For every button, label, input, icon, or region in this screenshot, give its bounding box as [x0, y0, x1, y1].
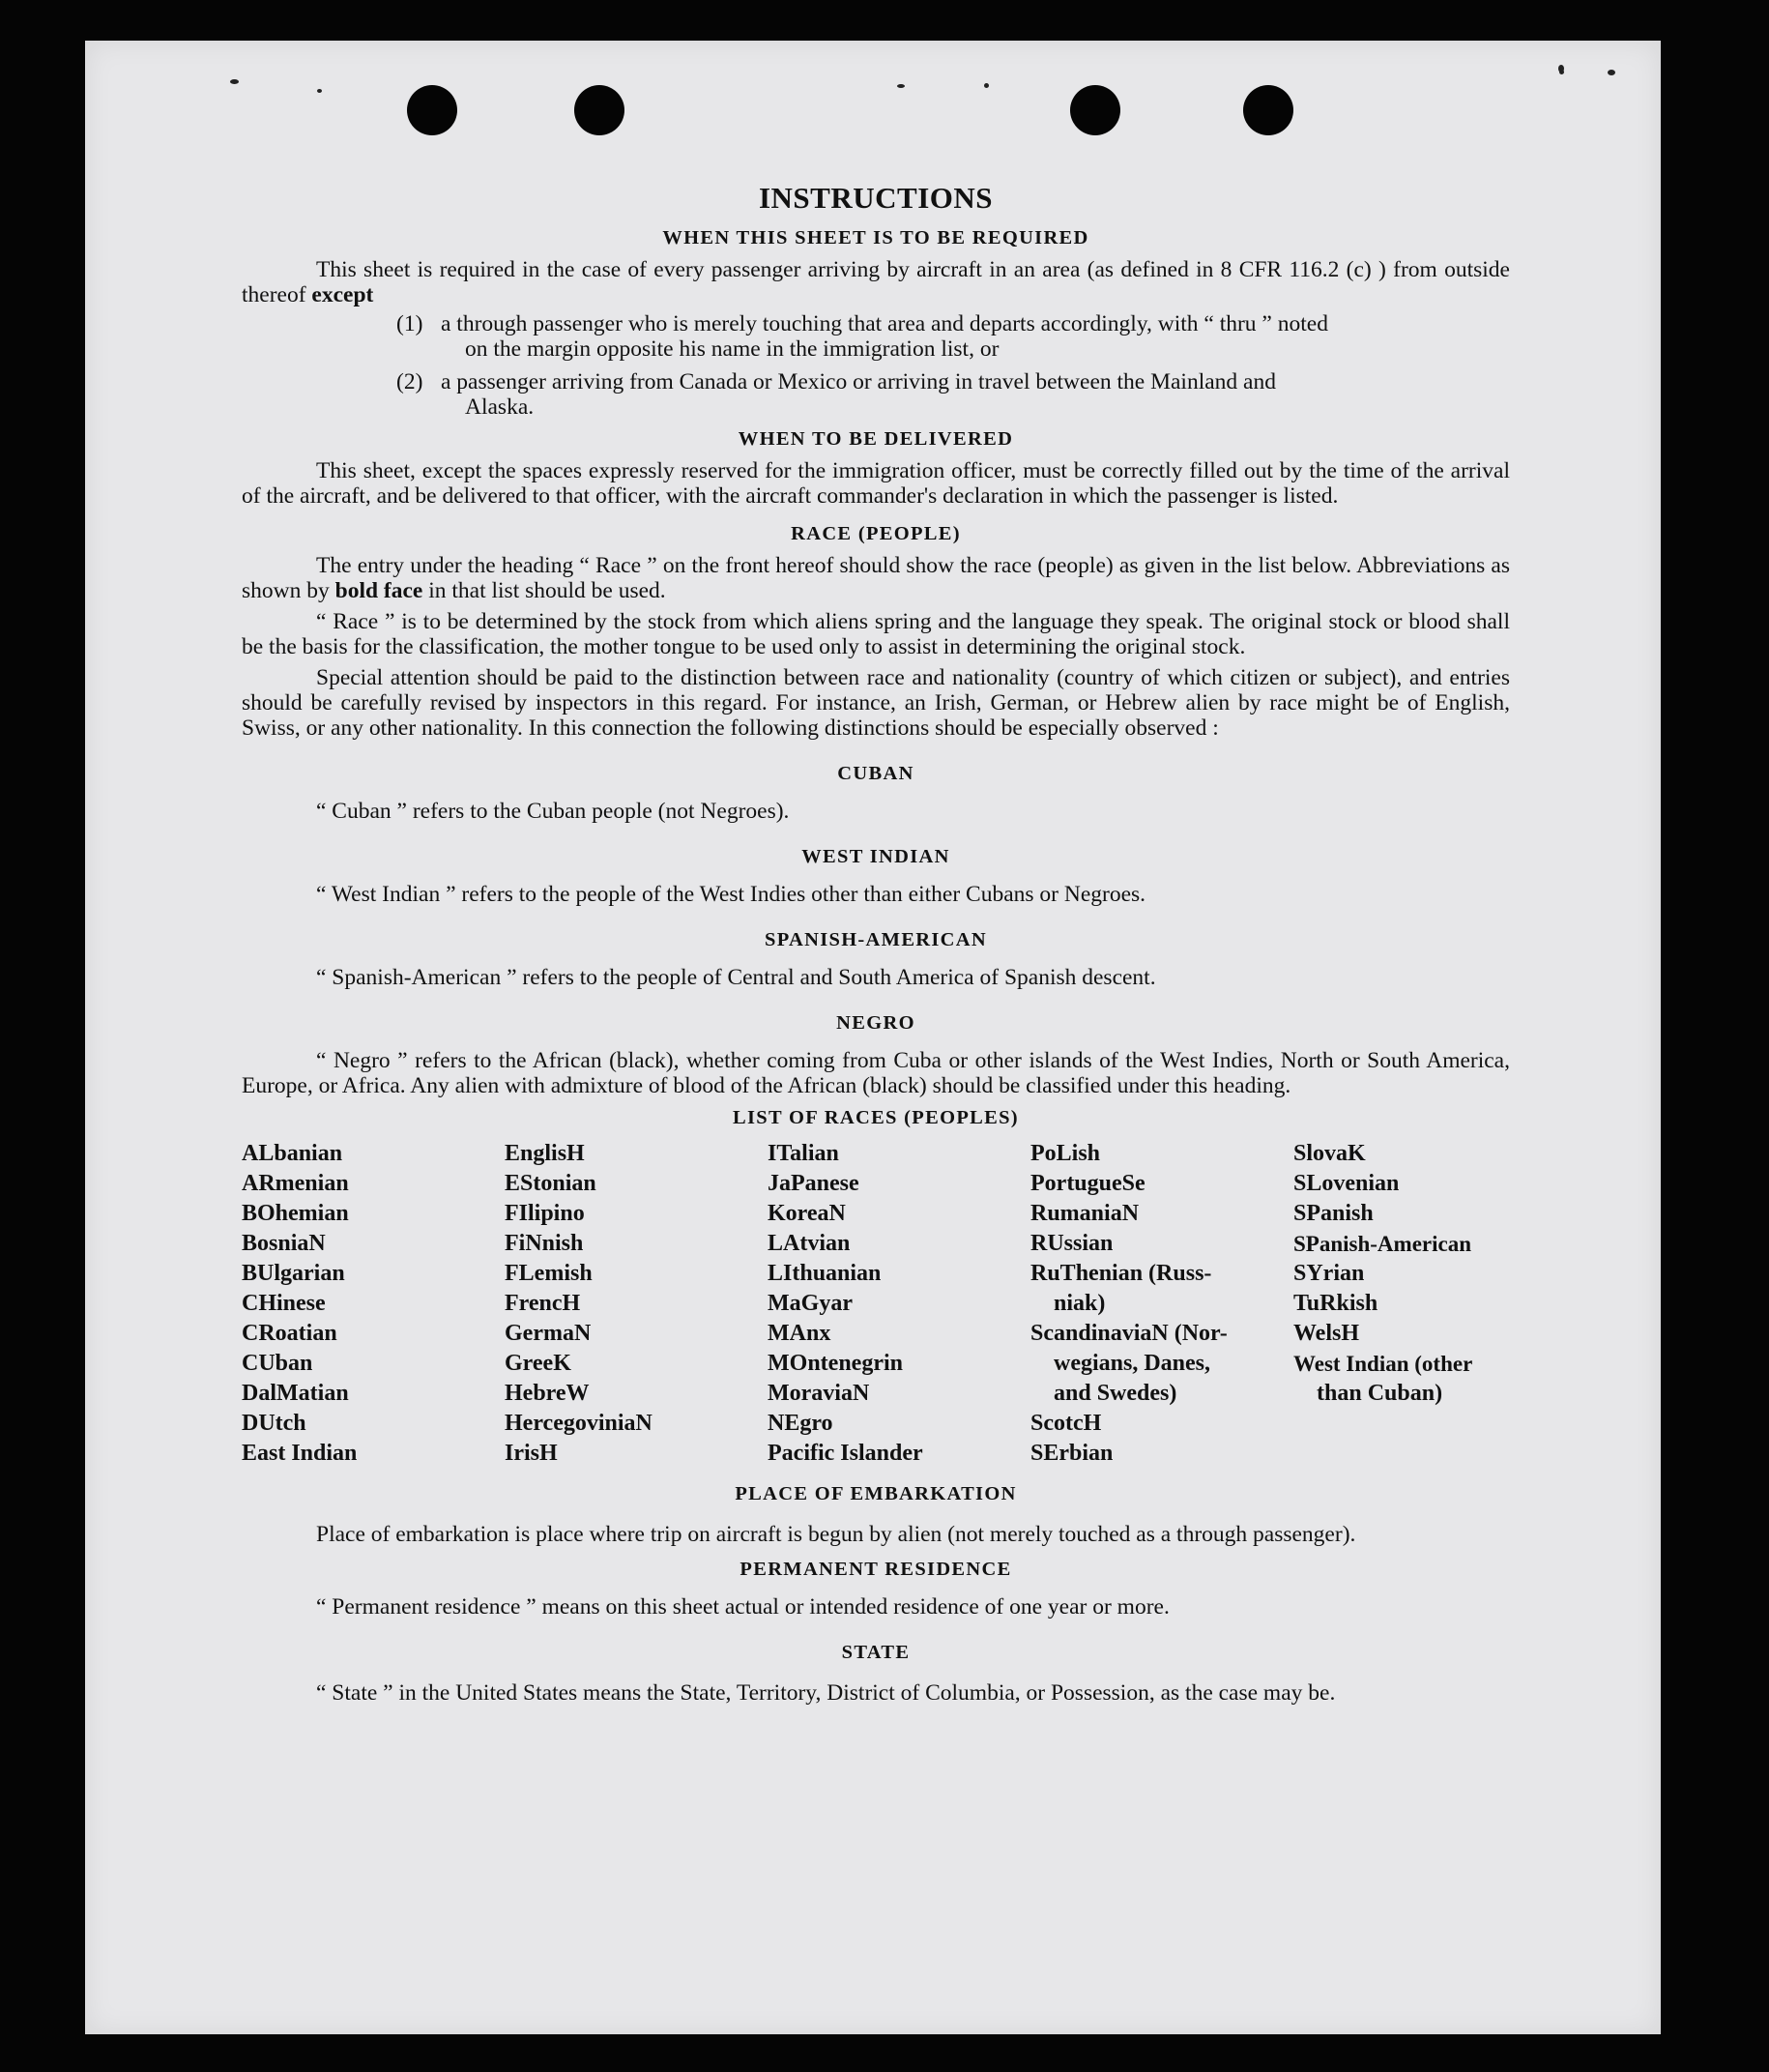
race-column-3	[768, 1139, 1030, 1469]
race-entry: NEgro	[768, 1411, 833, 1436]
punch-hole	[1243, 85, 1293, 135]
race-entry: LAtvian	[768, 1231, 851, 1256]
race-paragraph-3: Special attention should be paid to the distinction between race and nationality (country of which citizen or subject), and entries should be carefully revised by inspectors in this regard. For instance, an Irish, German, or Hebrew alien by race might be of English, Swiss, or any other nationality. In this connection the following distinctions should be especially observed :	[242, 665, 1510, 741]
race-entry: ALbanian	[242, 1141, 343, 1166]
race-entry: JaPanese	[768, 1171, 859, 1196]
scan-speck	[317, 89, 322, 93]
punch-hole	[1070, 85, 1120, 135]
race-entry-cont: and Swedes)	[1054, 1381, 1177, 1406]
section-heading-spanish-american: SPANISH-AMERICAN	[765, 929, 987, 950]
scan-speck	[230, 79, 239, 84]
page-title: INSTRUCTIONS	[758, 181, 993, 215]
section-heading-list-of-races: LIST OF RACES (PEOPLES)	[733, 1107, 1019, 1128]
race-entry: FIlipino	[505, 1201, 585, 1226]
race-entry: LIthuanian	[768, 1261, 882, 1286]
race-entry: MAnx	[768, 1321, 831, 1346]
race-entry: DalMatian	[242, 1381, 349, 1406]
scan-speck	[897, 84, 905, 88]
exception-item-text: a passenger arriving from Canada or Mexico or arriving in travel between the Mainland and	[441, 369, 1276, 394]
section-heading-when-delivered: WHEN TO BE DELIVERED	[738, 428, 1014, 450]
race-entry-cont: than Cuban)	[1317, 1381, 1443, 1406]
exception-item-number: (2)	[396, 369, 423, 394]
race-entry: HercegoviniaN	[505, 1411, 652, 1436]
section-heading-cuban: CUBAN	[837, 763, 914, 784]
race-paragraph-2: “ Race ” is to be determined by the stock from which aliens spring and the language they speak. The original stock or blood shall be the basis for the classification, the mother tongue to be used only to assist in determining the original stock.	[242, 609, 1510, 659]
exception-item-2	[396, 369, 1510, 420]
race-entry: FiNnish	[505, 1231, 584, 1256]
race-entry: FLemish	[505, 1261, 593, 1286]
race-entry: WelsH	[1293, 1321, 1360, 1346]
race-entry: SYrian	[1293, 1261, 1365, 1286]
section-heading-negro: NEGRO	[836, 1012, 915, 1034]
race-column-5	[1293, 1139, 1510, 1469]
race-entry: FrencH	[505, 1291, 581, 1316]
race-entry: PoLish	[1030, 1141, 1101, 1166]
race-entry: SPanish	[1293, 1201, 1374, 1226]
race-entry: CHinese	[242, 1291, 326, 1316]
race-entry: SPanish-American	[1293, 1232, 1471, 1256]
scan-speck	[1558, 65, 1564, 73]
race-entry: CUban	[242, 1351, 313, 1376]
race-entry: BUlgarian	[242, 1261, 345, 1286]
section-heading-state: STATE	[841, 1642, 911, 1663]
race-entry: IrisH	[505, 1441, 558, 1466]
race-entry: ARmenian	[242, 1171, 349, 1196]
race-entry: KoreaN	[768, 1201, 846, 1226]
section-heading-embarkation: PLACE OF EMBARKATION	[735, 1483, 1017, 1504]
race-entry: GreeK	[505, 1351, 571, 1376]
spanish-american-text: “ Spanish-American ” refers to the people of Central and South America of Spanish descent.	[316, 965, 1156, 990]
race-entry: GermaN	[505, 1321, 592, 1346]
section-heading-west-indian: WEST INDIAN	[801, 846, 950, 867]
race-entry: CRoatian	[242, 1321, 337, 1346]
race-entry-cont: wegians, Danes,	[1054, 1351, 1211, 1376]
punch-hole	[407, 85, 457, 135]
race-entry: ScotcH	[1030, 1411, 1102, 1436]
race-entry: East Indian	[242, 1441, 358, 1466]
race-entry: EStonian	[505, 1171, 596, 1196]
race-entry: SErbian	[1030, 1441, 1114, 1466]
bold-face-emphasis: bold face	[334, 578, 423, 603]
race-entry: SLovenian	[1293, 1171, 1400, 1196]
when-required-intro	[242, 257, 1510, 307]
scan-speck	[1608, 70, 1615, 75]
race-entry: RumaniaN	[1030, 1201, 1140, 1226]
race-entry: EnglisH	[505, 1141, 585, 1166]
race-list	[242, 1139, 1510, 1469]
race-entry-cont: niak)	[1054, 1291, 1106, 1316]
when-required-intro-text: This sheet is required in the case of every passenger arriving by aircraft in an area (as defined in 8 CFR 116.2 (c) ) from outside thereof	[242, 257, 1510, 307]
race-p1-text-end: in that list should be used.	[428, 578, 666, 603]
section-heading-permanent-residence: PERMANENT RESIDENCE	[740, 1559, 1012, 1580]
race-entry: SlovaK	[1293, 1141, 1366, 1166]
race-entry: MOntenegrin	[768, 1351, 903, 1376]
instructions-content	[242, 182, 1510, 1709]
when-delivered-text: This sheet, except the spaces expressly reserved for the immigration officer, must be correctly filled out by the time of the arrival of the aircraft, and be delivered to that officer, with the aircraft commander's declaration in which the passenger is listed.	[242, 458, 1510, 509]
race-entry: MoraviaN	[768, 1381, 870, 1406]
exception-item-1	[396, 311, 1510, 362]
race-entry: ITalian	[768, 1141, 839, 1166]
section-heading-race: RACE (PEOPLE)	[791, 523, 961, 544]
race-entry: RuThenian (Russ-	[1030, 1261, 1212, 1286]
race-paragraph-1	[242, 553, 1510, 603]
exception-item-text: a through passenger who is merely touching that area and departs accordingly, with “ thru ” noted	[441, 311, 1328, 336]
permanent-residence-text: “ Permanent residence ” means on this sheet actual or intended residence of one year or more.	[316, 1594, 1170, 1620]
cuban-text: “ Cuban ” refers to the Cuban people (not Negroes).	[316, 799, 790, 824]
race-entry: BosniaN	[242, 1231, 326, 1256]
west-indian-text: “ West Indian ” refers to the people of the West Indies other than either Cubans or Negroes.	[316, 882, 1146, 907]
race-entry: TuRkish	[1293, 1291, 1378, 1316]
race-entry: MaGyar	[768, 1291, 853, 1316]
race-column-2	[505, 1139, 768, 1469]
negro-text: “ Negro ” refers to the African (black), whether coming from Cuba or other islands of the West Indies, North or South America, Europe, or Africa. Any alien with admixture of blood of the African (black) should be classified under this heading.	[242, 1048, 1510, 1098]
exception-item-text-cont: on the margin opposite his name in the immigration list, or	[465, 336, 1000, 362]
race-entry: PortugueSe	[1030, 1171, 1146, 1196]
race-entry: ScandinaviaN (Nor-	[1030, 1321, 1228, 1346]
except-emphasis: except	[311, 282, 374, 307]
exception-item-number: (1)	[396, 311, 423, 336]
race-entry: BOhemian	[242, 1201, 349, 1226]
race-entry: West Indian (other	[1293, 1352, 1473, 1376]
section-heading-when-required: WHEN THIS SHEET IS TO BE REQUIRED	[662, 227, 1089, 248]
state-text: “ State ” in the United States means the State, Territory, District of Columbia, or Possession, as the case may be.	[316, 1680, 1336, 1706]
scan-speck	[984, 83, 989, 88]
race-entry: RUssian	[1030, 1231, 1114, 1256]
exception-item-text-cont: Alaska.	[465, 394, 535, 420]
race-entry: Pacific Islander	[768, 1441, 923, 1466]
race-p1-text: The entry under the heading “ Race ” on the front hereof should show the race (people) as given in the list below. Abbreviations as shown by	[242, 553, 1510, 603]
document-page	[85, 41, 1661, 2034]
punch-hole	[574, 85, 624, 135]
race-entry: HebreW	[505, 1381, 590, 1406]
race-entry: DUtch	[242, 1411, 306, 1436]
race-column-1	[242, 1139, 505, 1469]
embarkation-text: Place of embarkation is place where trip on aircraft is begun by alien (not merely touched as a through passenger).	[316, 1522, 1356, 1547]
race-column-4	[1030, 1139, 1293, 1469]
